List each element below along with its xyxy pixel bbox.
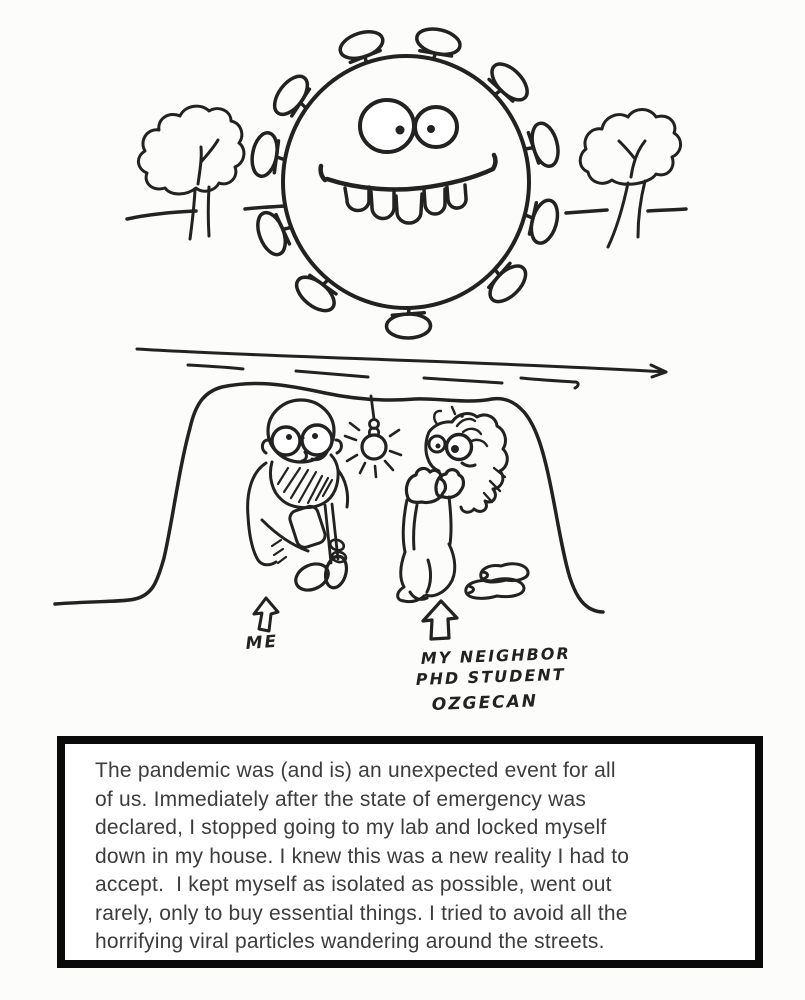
ground-line-right bbox=[566, 209, 686, 213]
caption-line-3: declared, I stopped going to my lab and locked myself bbox=[95, 816, 607, 839]
neighbor-label-line1: MY NEIGHBOR bbox=[420, 643, 572, 668]
man-me bbox=[248, 400, 350, 595]
tree-left-canopy bbox=[138, 106, 244, 194]
man-glasses-left bbox=[272, 427, 300, 455]
caption-line-1: The pandemic was (and is) an unexpected event for all bbox=[95, 759, 616, 782]
man-pupil-left bbox=[286, 434, 292, 440]
neighbor-body bbox=[398, 544, 455, 602]
lightbulb-glass bbox=[362, 435, 386, 459]
man-foot-right bbox=[322, 554, 349, 590]
tree-right-trunk bbox=[608, 181, 645, 247]
caption-line-2: of us. Immediately after the state of emergency was bbox=[95, 787, 587, 811]
neighbor-arrow bbox=[423, 601, 457, 639]
neighbor-hair-scribbles bbox=[457, 419, 505, 502]
me-arrow bbox=[254, 598, 278, 631]
neighbor-cheek bbox=[462, 463, 475, 466]
virus-pupil-left bbox=[396, 126, 405, 135]
tree-left-branch bbox=[198, 140, 218, 184]
man-held-object bbox=[288, 504, 327, 549]
caption-line-5: accept. I kept myself as isolated as possible, went out bbox=[95, 873, 612, 896]
man-nose bbox=[302, 452, 306, 461]
man-glasses-right bbox=[302, 425, 332, 455]
horizon-arrow-line bbox=[137, 349, 666, 388]
caption-line-7: horrifying viral particles wandering around the streets. bbox=[95, 930, 605, 953]
tree-right bbox=[566, 110, 686, 248]
tree-left-trunk bbox=[190, 187, 209, 239]
neighbor-hair bbox=[452, 414, 507, 513]
virus-eye-right bbox=[415, 107, 457, 147]
virus-pupil-right bbox=[427, 125, 435, 133]
man-ear-right bbox=[336, 440, 341, 453]
man-motion-dashes bbox=[272, 540, 286, 563]
man-pupil-right bbox=[312, 433, 318, 439]
caption-line-6: rarely, only to buy essential things. I tried to avoid all the bbox=[95, 901, 628, 925]
man-beard-hatching bbox=[278, 468, 332, 503]
caption-box bbox=[57, 736, 763, 968]
virus-eye-left bbox=[360, 100, 414, 152]
virus-character bbox=[249, 25, 563, 338]
me-label: ME bbox=[244, 631, 279, 654]
neighbor-label-line3: OZGECAN bbox=[431, 691, 539, 715]
lightbulb-rays bbox=[345, 423, 401, 477]
neighbor-ozgecan bbox=[398, 407, 528, 602]
caption-line-4: down in my house. I knew this was a new reality I had to bbox=[95, 844, 630, 868]
neighbor-arm-left bbox=[403, 500, 417, 552]
neighbor-pupil-right bbox=[451, 445, 459, 453]
neighbor-slippers bbox=[466, 564, 528, 599]
tree-right-branch bbox=[619, 141, 645, 177]
neighbor-eye-right bbox=[447, 435, 472, 460]
hanging-lightbulb bbox=[345, 396, 401, 477]
neighbor-pupil-left bbox=[436, 444, 441, 449]
man-ear-left bbox=[262, 440, 268, 453]
neighbor-label-line2: PHD STUDENT bbox=[415, 664, 566, 689]
virus-body bbox=[283, 56, 529, 308]
neighbor-arm-right bbox=[449, 497, 451, 544]
